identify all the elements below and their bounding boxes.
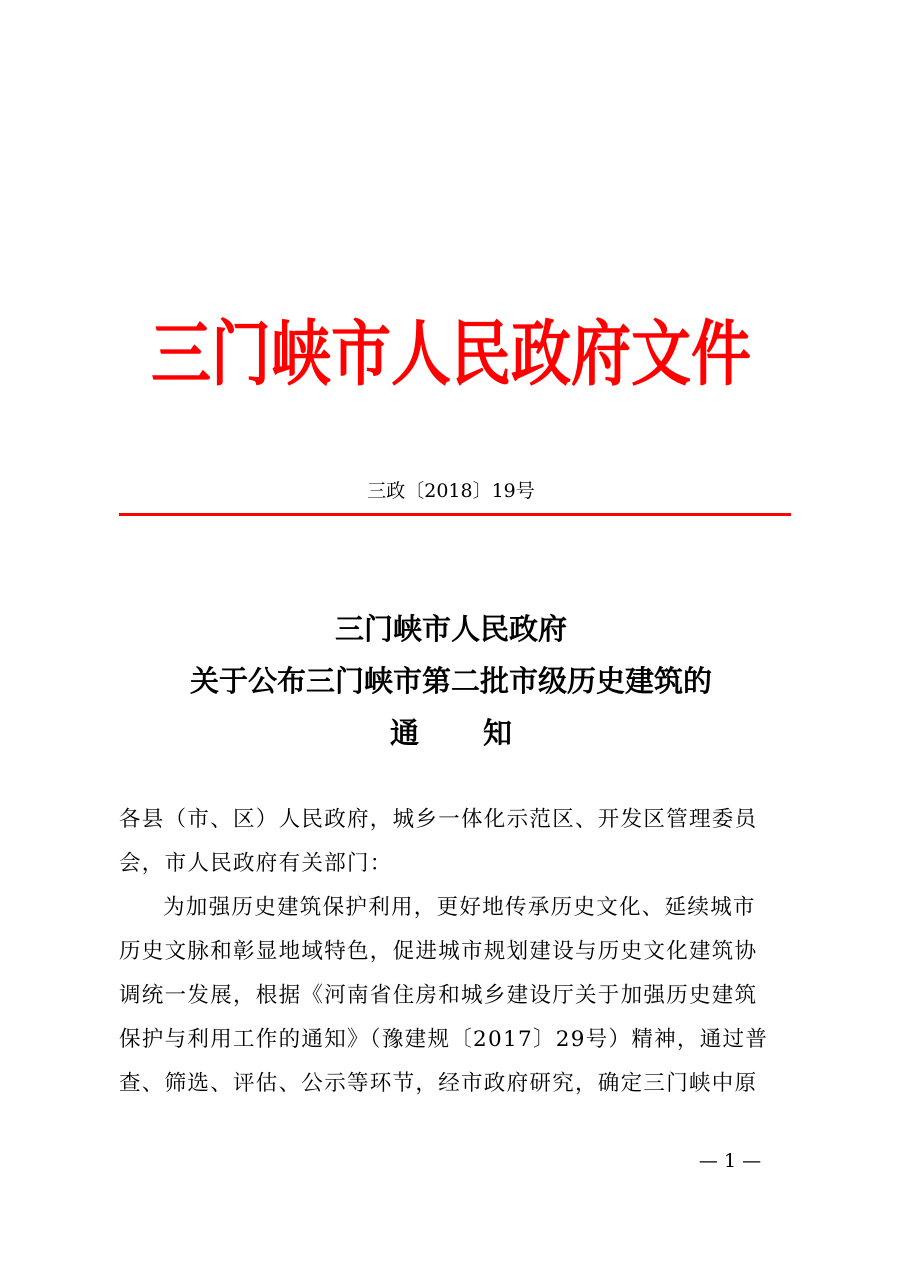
heading-line-2: 关于公布三门峡市第二批市级历史建筑的 bbox=[189, 664, 712, 698]
heading-line-3 bbox=[0, 713, 902, 753]
body-line: 查、筛选、评估、公示等环节，经市政府研究，确定三门峡中原 bbox=[119, 1071, 758, 1096]
document-number: 三政〔2018〕19号 bbox=[367, 480, 535, 502]
masthead-title: 三门峡市人民政府文件 bbox=[151, 313, 751, 397]
heading-word-2: 知 bbox=[483, 716, 513, 750]
red-divider bbox=[119, 513, 791, 516]
body-line: 会，市人民政府有关部门： bbox=[119, 851, 393, 876]
body-line: 历史文脉和彰显地域特色，促进城市规划建设与历史文化建筑协 bbox=[119, 939, 758, 964]
heading-line-1: 三门峡市人民政府 bbox=[334, 612, 567, 646]
page-number: — 1 — bbox=[698, 1150, 762, 1172]
body-line: 为加强历史建筑保护利用，更好地传承历史文化、延续城市 bbox=[163, 895, 756, 920]
heading-word-1: 通 bbox=[389, 716, 419, 750]
body-text bbox=[119, 798, 791, 1106]
body-line: 调统一发展，根据《河南省住房和城乡建设厅关于加强历史建筑 bbox=[119, 983, 758, 1008]
body-line: 各县（市、区）人民政府，城乡一体化示范区、开发区管理委员 bbox=[119, 807, 758, 832]
body-line: 保护与利用工作的通知》（豫建规〔2017〕29号）精神，通过普 bbox=[119, 1027, 769, 1052]
